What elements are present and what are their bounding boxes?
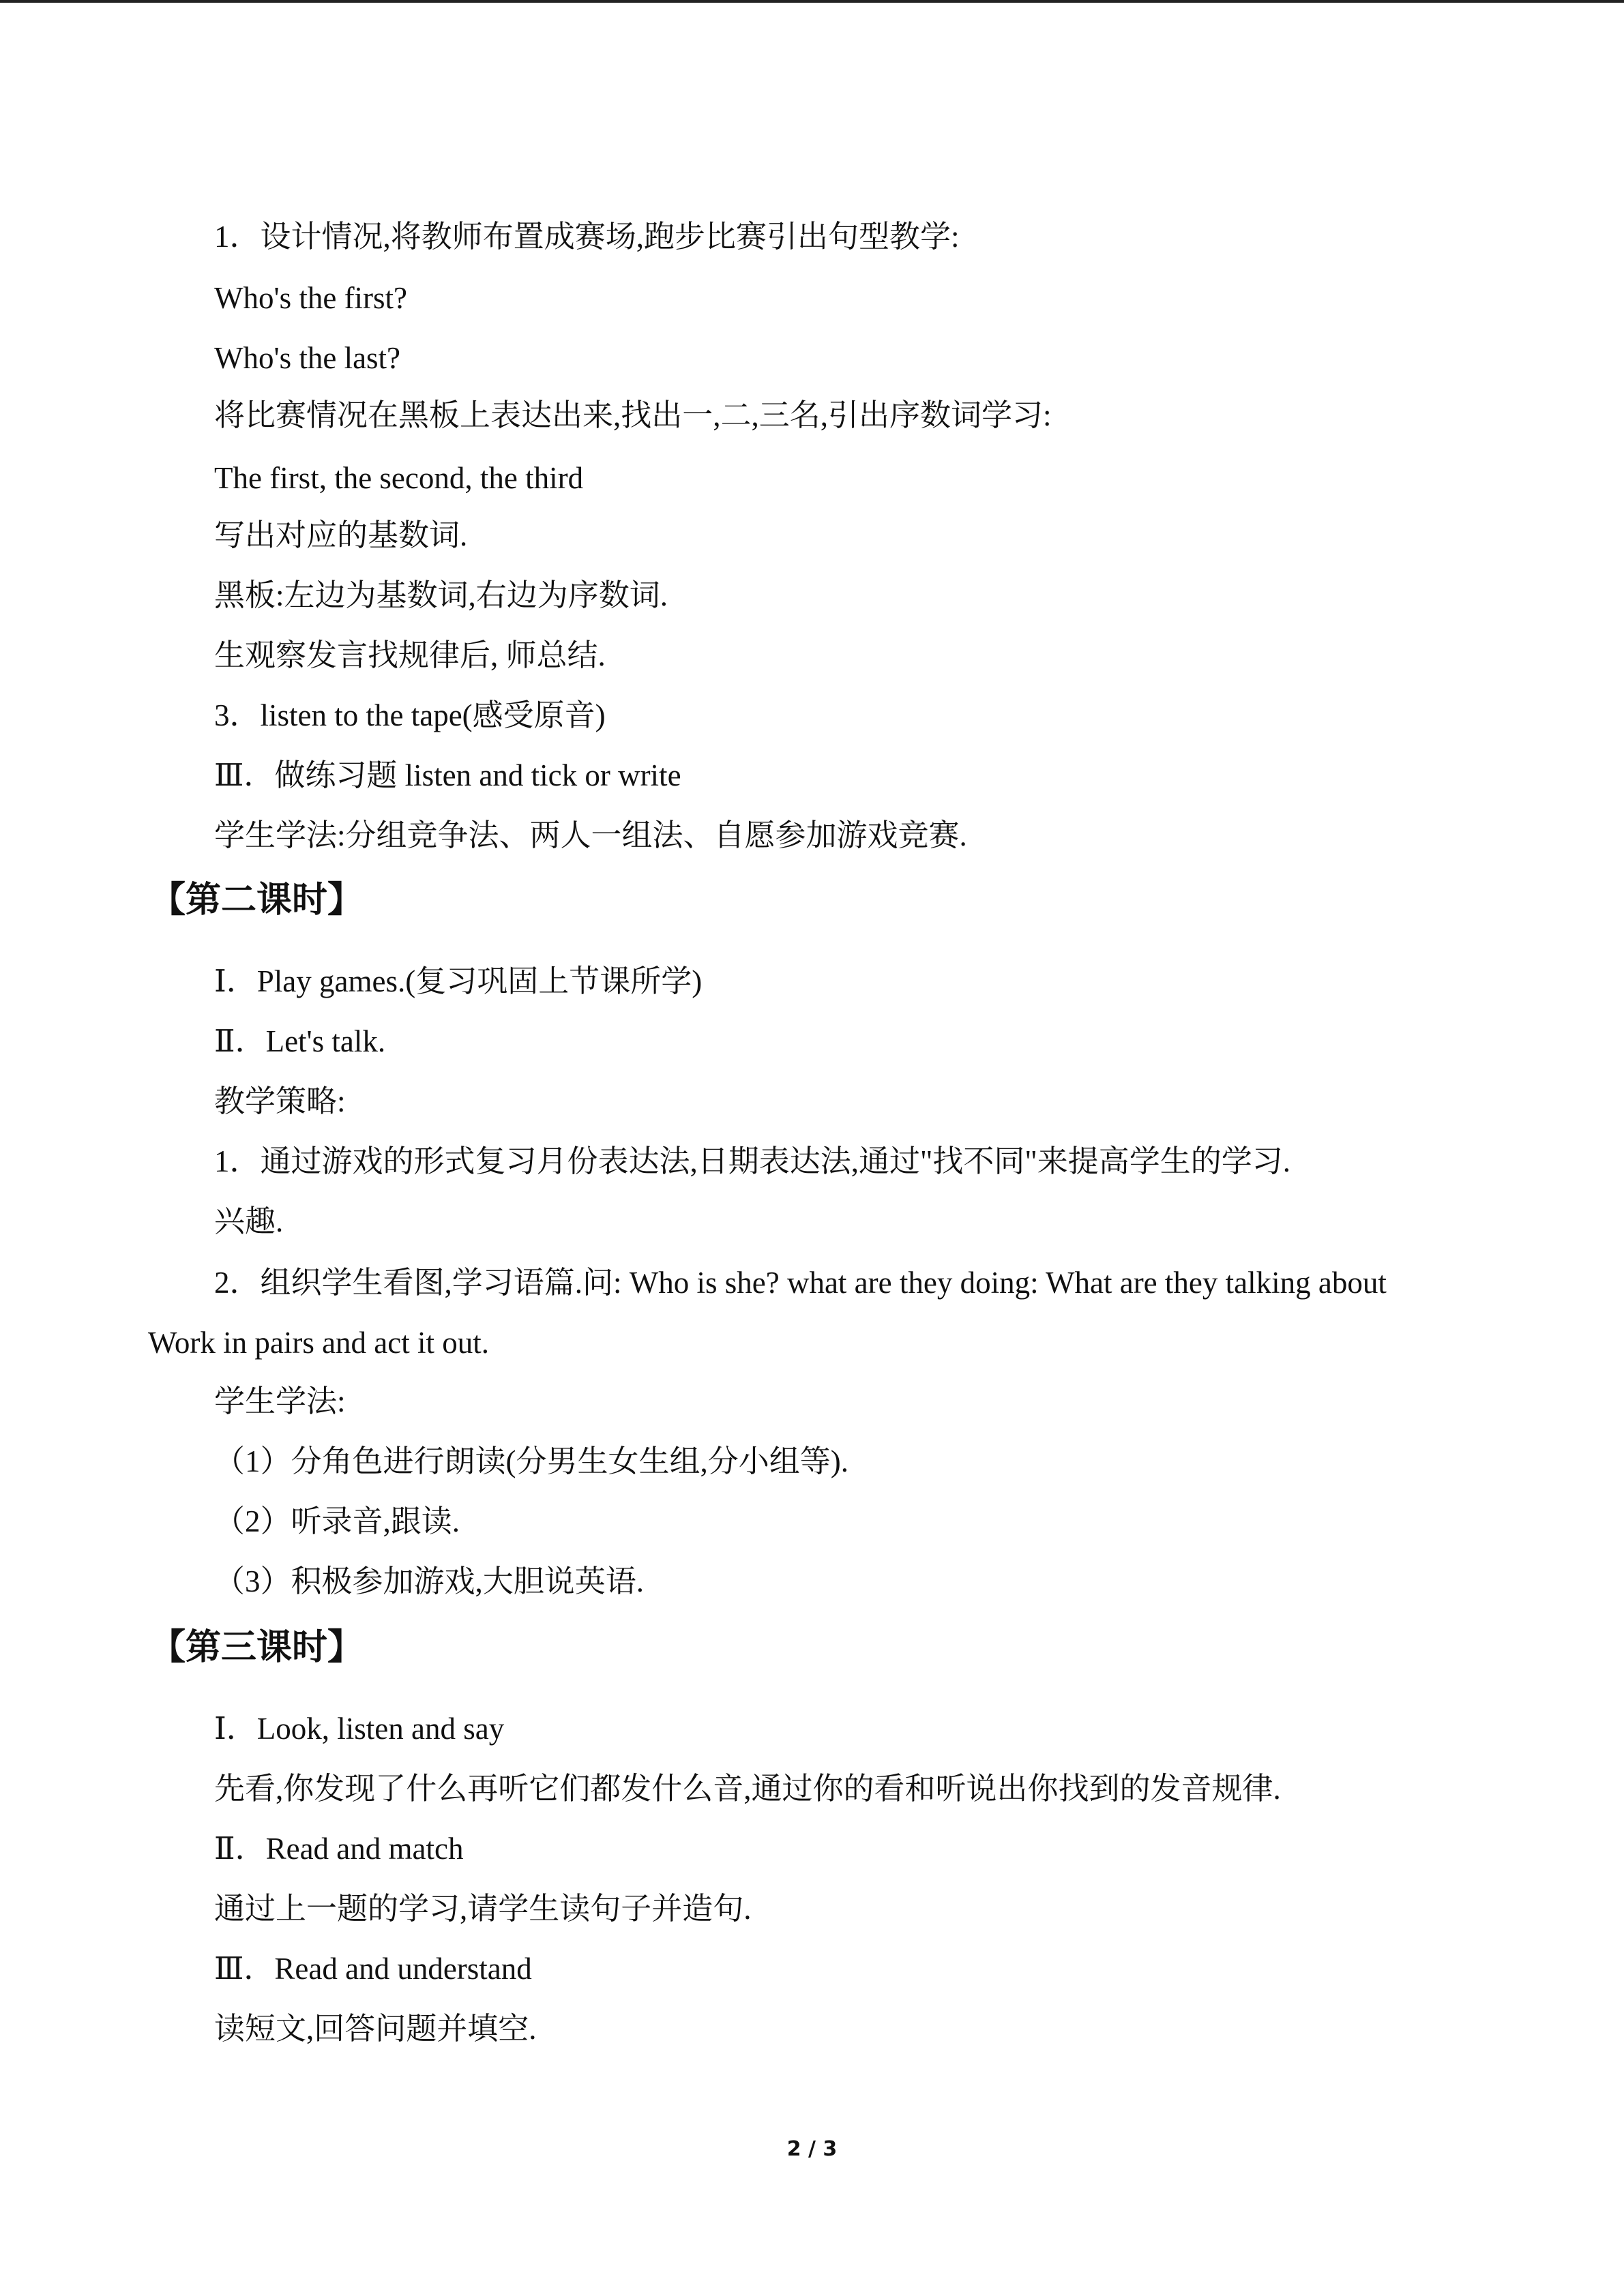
paragraph: Ⅰ．Look, listen and say xyxy=(214,1712,505,1746)
page-number: 2 / 3 xyxy=(786,2137,838,2161)
paragraph: 写出对应的基数词. xyxy=(214,518,468,552)
section-heading: 【第三课时】 xyxy=(150,1627,364,1668)
paragraph: Ⅱ．Let's talk. xyxy=(214,1024,386,1058)
paragraph: 通过上一题的学习,请学生读句子并造句. xyxy=(214,1892,752,1926)
paragraph: 兴趣. xyxy=(214,1204,284,1238)
paragraph: 1．设计情况,将教师布置成赛场,跑步比赛引出句型教学: xyxy=(214,220,960,254)
paragraph: Who's the first? xyxy=(214,281,408,315)
paragraph: 生观察发言找规律后, 师总结. xyxy=(214,638,606,672)
paragraph: 1．通过游戏的形式复习月份表达法,日期表达法,通过"找不同"来提高学生的学习. xyxy=(214,1144,1290,1178)
paragraph: 2．组织学生看图,学习语篇.问: Who is she? what are they doing: What are they talking about xyxy=(214,1266,1387,1300)
paragraph: （3）积极参加游戏,大胆说英语. xyxy=(214,1564,645,1598)
paragraph: Who's the last? xyxy=(214,341,401,375)
paragraph: 学生学法:分组竞争法、两人一组法、自愿参加游戏竞赛. xyxy=(214,818,967,852)
paragraph: 将比赛情况在黑板上表达出来,找出一,二,三名,引出序数词学习: xyxy=(214,398,1052,432)
paragraph: 教学策略: xyxy=(214,1084,346,1118)
paragraph: Ⅰ．Play games.(复习巩固上节课所学) xyxy=(214,964,703,998)
paragraph: Ⅲ．Read and understand xyxy=(214,1952,532,1986)
paragraph: The first, the second, the third xyxy=(214,461,584,495)
paragraph: 学生学法: xyxy=(214,1384,346,1418)
paragraph: （2）听录音,跟读. xyxy=(214,1504,460,1538)
paragraph: Ⅱ．Read and match xyxy=(214,1832,464,1866)
section-heading: 【第二课时】 xyxy=(150,880,364,921)
paragraph: （1）分角色进行朗读(分男生女生组,分小组等). xyxy=(214,1444,848,1478)
paragraph: Ⅲ．做练习题 listen and tick or write xyxy=(214,758,681,792)
paragraph: 3．listen to the tape(感受原音) xyxy=(214,698,606,732)
paragraph: 读短文,回答问题并填空. xyxy=(214,2012,537,2046)
paragraph: 先看,你发现了什么再听它们都发什么音,通过你的看和听说出你找到的发音规律. xyxy=(214,1772,1281,1806)
paragraph: Work in pairs and act it out. xyxy=(148,1326,490,1360)
paragraph: 黑板:左边为基数词,右边为序数词. xyxy=(214,578,668,612)
